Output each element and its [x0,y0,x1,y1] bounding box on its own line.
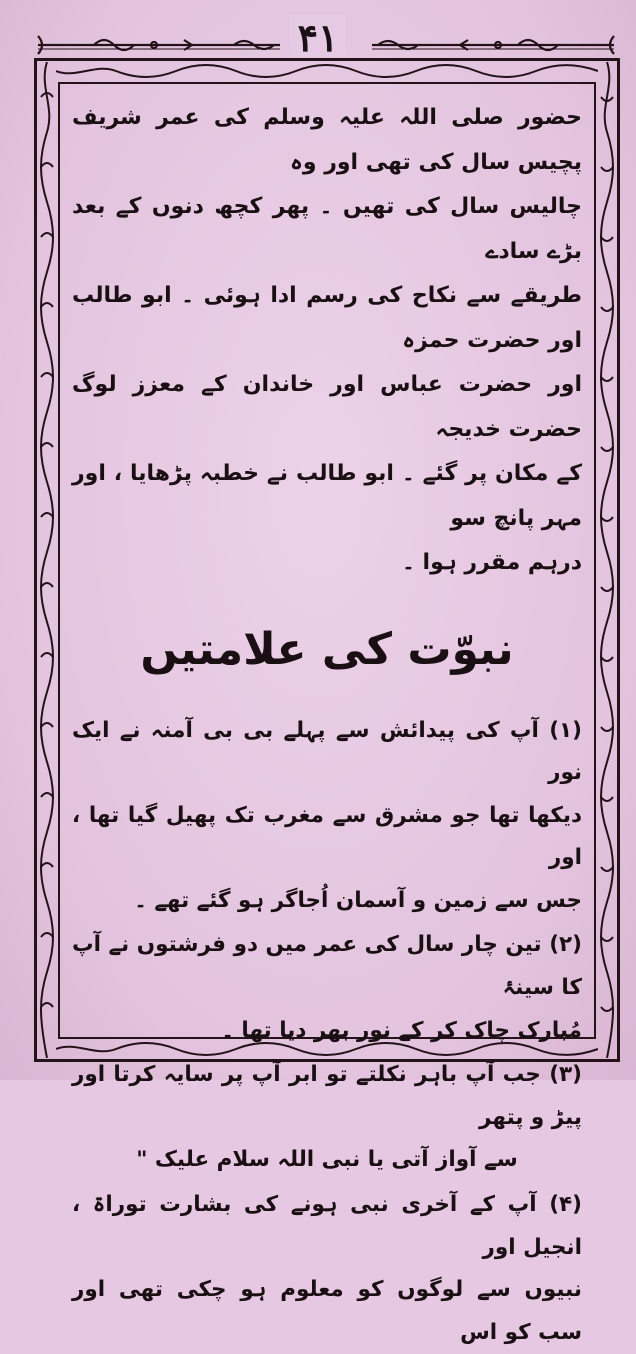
intro-line: اور حضرت عباس اور خاندان کے معزز لوگ حضرت خدیجہ [72,363,582,452]
list-item [72,710,582,923]
intro-paragraph [72,96,582,586]
list-item [72,1054,582,1182]
item-line: (۳) جب آپ باہر نکلتے تو ابر آپ پر سایہ کرتا اور پیڑ و پتھر [72,1054,582,1139]
item-line: سے آواز آتی یا نبی اللہ سلام علیک " [72,1139,582,1182]
page-body-text [72,96,582,1026]
item-line: دیکھا تھا جو مشرق سے مغرب تک پھیل گیا تھا ، اور [72,795,582,880]
intro-line: درہم مقرر ہوا ۔ [72,541,582,586]
intro-line: حضور صلی اللہ علیہ وسلم کی عمر شریف پچیس سال کی تھی اور وہ [72,96,582,185]
intro-line: طریقے سے نکاح کی رسم ادا ہوئی ۔ ابو طالب اور حضرت حمزہ [72,274,582,363]
list-item [72,1184,582,1354]
signs-list [72,710,582,1354]
item-line: نبیوں سے لوگوں کو معلوم ہو چکی تھی اور سب کو اس [72,1269,582,1354]
page-number: ۴۱ [0,16,636,60]
item-line: مُبارک چاک کر کے نور بھر دیا تھا ۔ [72,1010,582,1053]
intro-line: کے مکان پر گئے ۔ ابو طالب نے خطبہ پڑھایا ، اور مہر پانچ سو [72,452,582,541]
intro-line: چالیس سال کی تھیں ۔ پھر کچھ دنوں کے بعد بڑے سادے [72,185,582,274]
item-line: (۴) آپ کے آخری نبی ہونے کی بشارت توراۃ ، انجیل اور [72,1184,582,1269]
item-line: (۱) آپ کی پیدائش سے پہلے بی بی آمنہ نے ایک نور [72,710,582,795]
item-line: جس سے زمین و آسمان اُجاگر ہو گئے تھے ۔ [72,880,582,923]
section-heading: نبوّت کی علامتیں [72,616,582,684]
list-item [72,924,582,1052]
item-line: (۲) تین چار سال کی عمر میں دو فرشتوں نے آپ کا سینۂ [72,924,582,1009]
